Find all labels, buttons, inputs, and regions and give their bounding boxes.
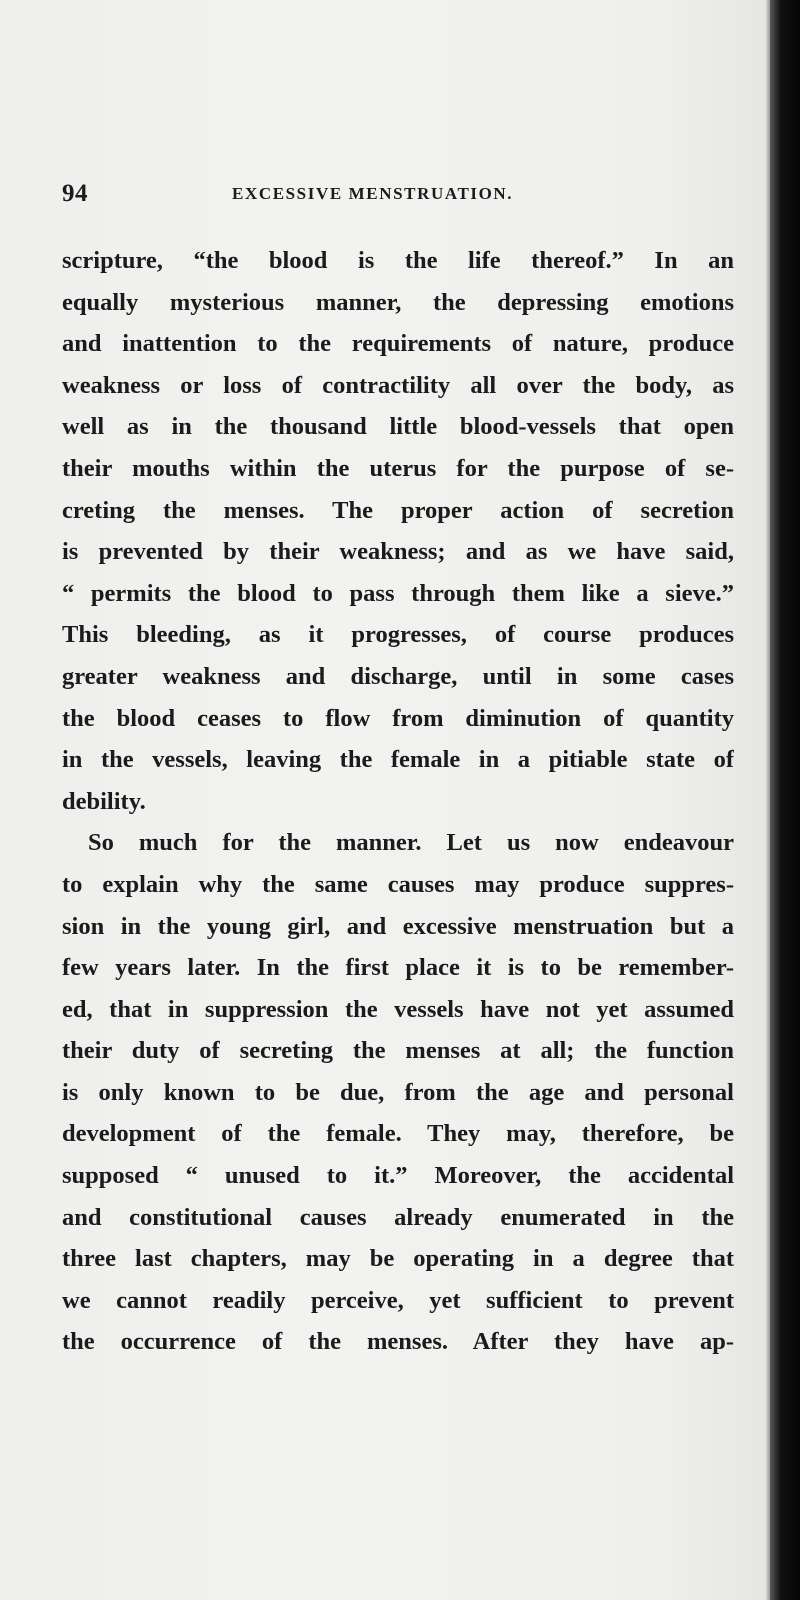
text-line: well as in the thousand little blood-vessels that open <box>62 413 734 441</box>
text-line: This bleeding, as it progresses, of course produces <box>62 621 734 649</box>
text-line: and inattention to the requirements of nature, produce <box>62 330 734 358</box>
text-line: the occurrence of the menses. After they have ap- <box>62 1328 734 1356</box>
text-line: supposed “ unused to it.” Moreover, the accidental <box>62 1162 734 1190</box>
text-line: So much for the manner. Let us now endeavour <box>88 829 734 857</box>
text-line: debility. <box>62 787 146 815</box>
book-spine-edge <box>770 0 800 1600</box>
text-line: greater weakness and discharge, until in some cases <box>62 662 734 690</box>
text-line: weakness or loss of contractility all over the body, as <box>62 371 734 399</box>
text-line: their duty of secreting the menses at all; the function <box>62 1037 734 1065</box>
text-line: ed, that in suppression the vessels have not yet assumed <box>62 995 734 1023</box>
text-line: their mouths within the uterus for the purpose of se- <box>62 454 734 482</box>
page-header <box>62 180 734 210</box>
page-number: 94 <box>62 180 88 207</box>
text-line: and constitutional causes already enumerated in the <box>62 1203 734 1231</box>
body-text <box>62 240 734 1363</box>
text-line: few years later. In the first place it is to be remember- <box>62 954 734 982</box>
text-line: is prevented by their weakness; and as we have said, <box>62 538 734 566</box>
text-line: is only known to be due, from the age and personal <box>62 1078 734 1106</box>
text-line: we cannot readily perceive, yet sufficient to prevent <box>62 1286 734 1314</box>
text-line: in the vessels, leaving the female in a pitiable state of <box>62 746 734 774</box>
text-line: to explain why the same causes may produce suppres- <box>62 870 734 898</box>
text-line: creting the menses. The proper action of secretion <box>62 496 734 524</box>
running-head: EXCESSIVE MENSTRUATION. <box>232 184 514 203</box>
text-line: the blood ceases to flow from diminution of quantity <box>62 704 734 732</box>
text-line: development of the female. They may, therefore, be <box>62 1120 734 1148</box>
text-line: “ permits the blood to pass through them like a sieve.” <box>62 579 734 607</box>
text-line: scripture, “the blood is the life thereof.” In an <box>62 247 734 274</box>
text-line: sion in the young girl, and excessive menstruation but a <box>62 912 734 940</box>
text-line: three last chapters, may be operating in a degree that <box>62 1245 734 1273</box>
text-line: equally mysterious manner, the depressing emotions <box>62 288 734 316</box>
